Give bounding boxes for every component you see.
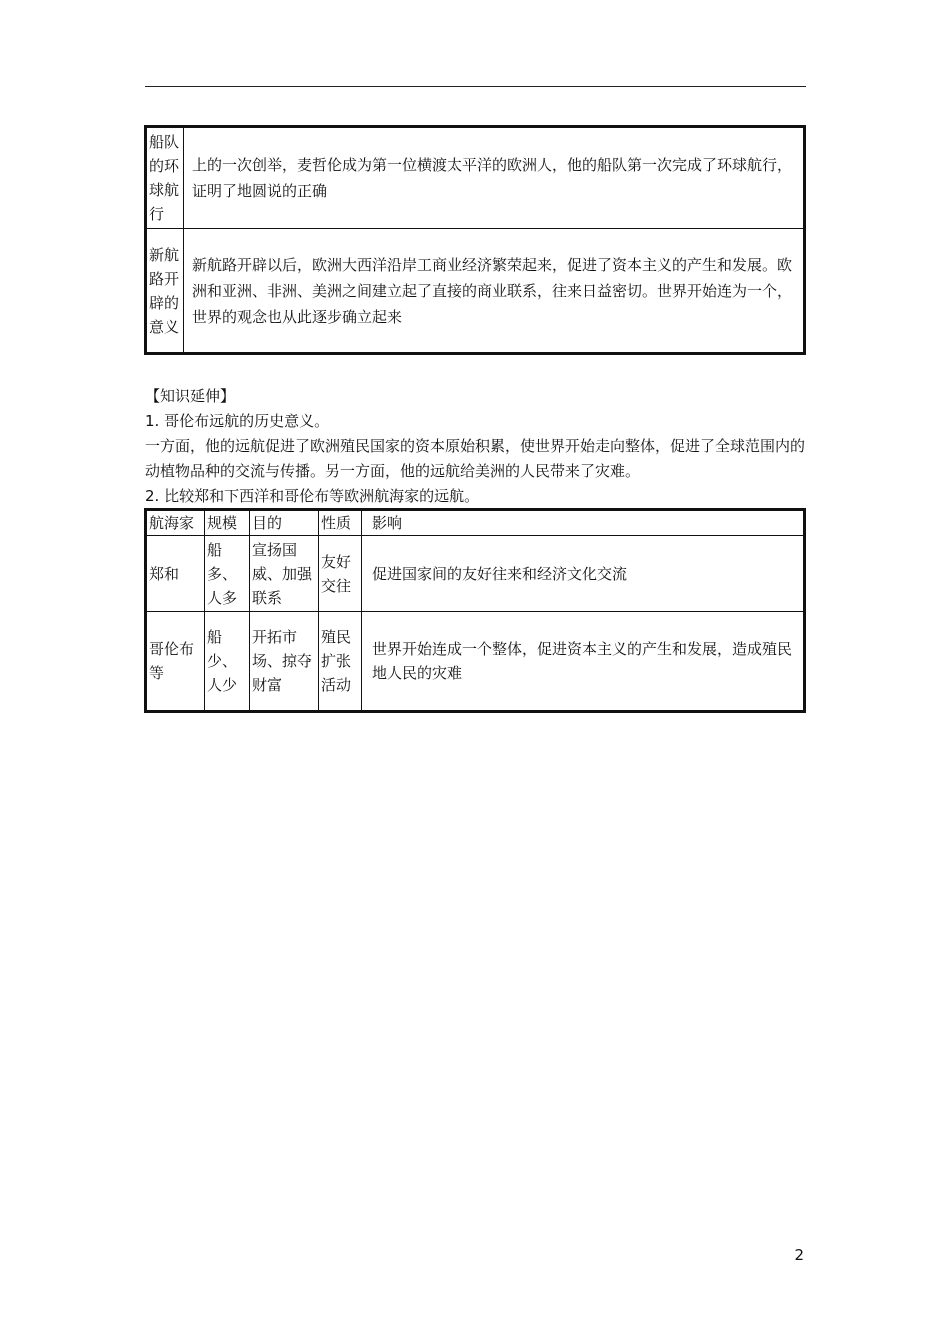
table-cell: 船少、人少	[205, 612, 250, 712]
table-cell: 宣扬国威、加强联系	[250, 536, 319, 612]
extension-heading: 【知识延伸】	[145, 387, 236, 405]
table-row	[146, 612, 805, 712]
table-cell: 船多、人多	[205, 536, 250, 612]
header-rule	[145, 86, 806, 87]
row-text: 新航路开辟以后，欧洲大西洋沿岸工商业经济繁荣起来，促进了资本主义的产生和发展。欧洲和亚洲、非洲、美洲之间建立起了直接的商业联系，往来日益密切。世界开始连为一个，世界的观念也从此逐步确立起来	[184, 229, 805, 354]
table-row	[146, 127, 805, 229]
header-cell: 航海家	[146, 510, 205, 536]
route-significance-table	[144, 125, 806, 355]
table-cell: 开拓市场、掠夺财富	[250, 612, 319, 712]
header-cell: 规模	[205, 510, 250, 536]
table-cell: 哥伦布等	[146, 612, 205, 712]
table-cell: 促进国家间的友好往来和经济文化交流	[362, 536, 805, 612]
table-row	[146, 536, 805, 612]
row-label: 新航路开辟的意义	[146, 229, 184, 354]
table-header-row	[146, 510, 805, 536]
header-cell: 性质	[319, 510, 362, 536]
table-row	[146, 229, 805, 354]
item2-title: 2. 比较郑和下西洋和哥伦布等欧洲航海家的远航。	[145, 487, 480, 505]
table-cell: 殖民扩张活动	[319, 612, 362, 712]
header-cell: 目的	[250, 510, 319, 536]
comparison-table	[144, 508, 806, 713]
item1-text: 一方面，他的远航促进了欧洲殖民国家的资本原始积累，使世界开始走向整体，促进了全球范围内的动植物品种的交流与传播。另一方面，他的远航给美洲的人民带来了灾难。	[145, 437, 806, 480]
row-text: 上的一次创举，麦哲伦成为第一位横渡太平洋的欧洲人，他的船队第一次完成了环球航行，证明了地圆说的正确	[184, 127, 805, 229]
row-label: 船队的环球航行	[146, 127, 184, 229]
table-cell: 友好交往	[319, 536, 362, 612]
table-cell: 世界开始连成一个整体，促进资本主义的产生和发展，造成殖民地人民的灾难	[362, 612, 805, 712]
header-cell: 影响	[362, 510, 805, 536]
table-cell: 郑和	[146, 536, 205, 612]
page-number: 2	[794, 1246, 804, 1264]
item1-title: 1. 哥伦布远航的历史意义。	[145, 412, 330, 430]
